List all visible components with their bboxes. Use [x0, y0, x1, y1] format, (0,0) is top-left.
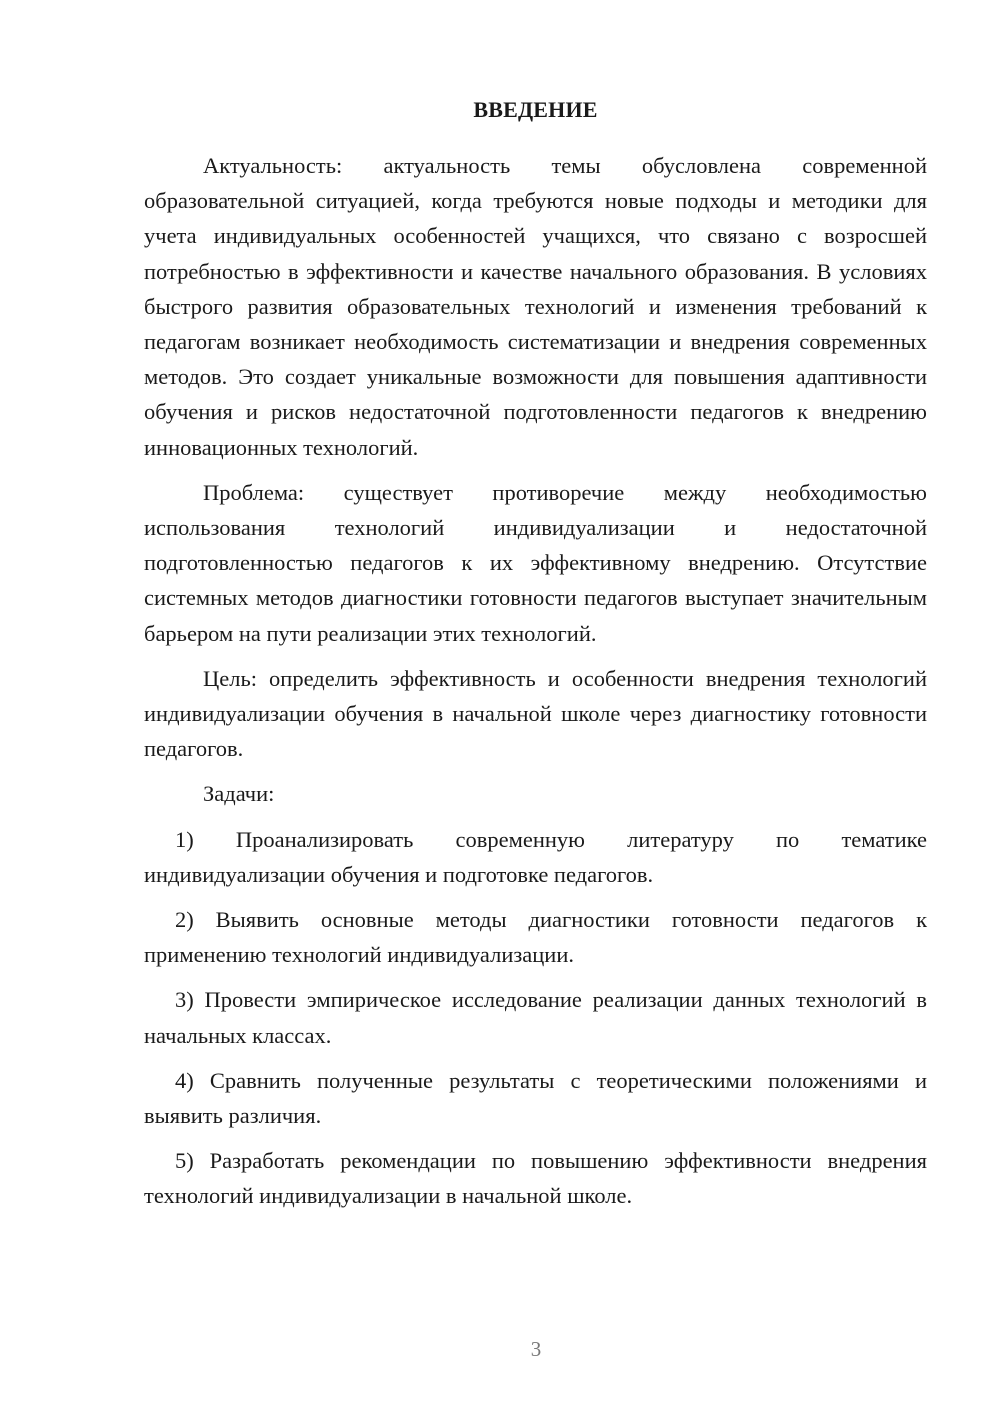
task-item-2: 2) Выявить основные методы диагностики готовности педагогов к применению технологий индивидуализации.: [144, 907, 927, 968]
section-heading: ВВЕДЕНИЕ: [473, 97, 598, 122]
task-item-5: 5) Разработать рекомендации по повышению эффективности внедрения технологий индивидуализации в начальной школе.: [144, 1148, 927, 1209]
page-content: [144, 92, 927, 1224]
page-number: 3: [530, 1337, 542, 1361]
paragraph-problem: Проблема: существует противоречие между необходимостью использования технологий индивидуализации и недостаточной подготовленностью педагогов к их эффективному внедрению. Отсутствие системных методов диагностики готовности педагогов выступает значительным барьером на пути реализации этих технологий.: [144, 479, 927, 646]
task-item-1: 1) Проанализировать современную литературу по тематике индивидуализации обучения и подготовке педагогов.: [144, 826, 927, 887]
paragraph-goal: Цель: определить эффективность и особенности внедрения технологий индивидуализации обучения в начальной школе через диагностику готовности педагогов.: [144, 665, 927, 762]
paragraph-relevance: Актуальность: актуальность темы обусловлена современной образовательной ситуацией, когда требуются новые подходы и методики для учета индивидуальных особенностей учащихся, что связано с возросшей потребностью в эффективности и качестве начального образования. В условиях быстрого развития образовательных технологий и изменения требований к педагогам возникает необходимость систематизации и внедрения современных методов. Это создает уникальные возможности для повышения адаптивности обучения и рисков недостаточной подготовленности педагогов к внедрению инновационных технологий.: [144, 153, 927, 460]
tasks-label: Задачи:: [203, 781, 275, 807]
task-item-3: 3) Провести эмпирическое исследование реализации данных технологий в начальных классах.: [144, 987, 927, 1048]
task-item-4: 4) Сравнить полученные результаты с теоретическими положениями и выявить различия.: [144, 1067, 927, 1129]
